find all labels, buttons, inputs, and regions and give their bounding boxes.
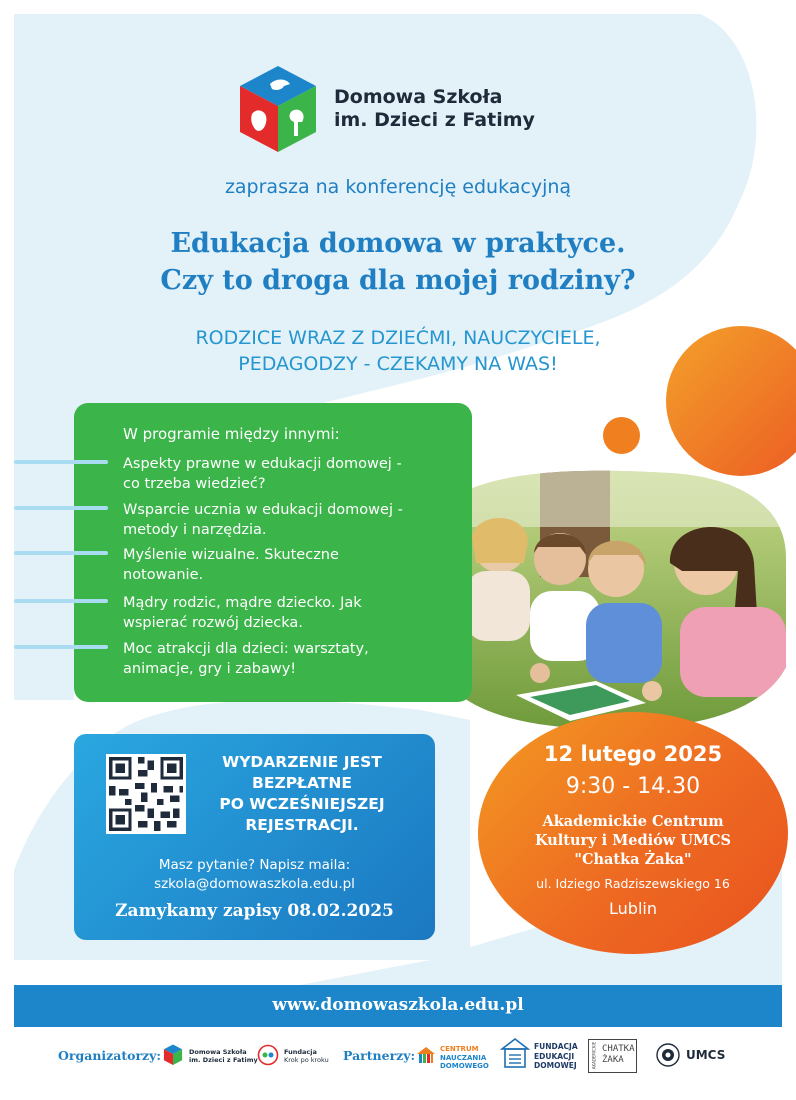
- program-item-3: [123, 545, 453, 585]
- partner1-name: [440, 1045, 489, 1071]
- chatka-line2: ŻAKA: [602, 1055, 624, 1065]
- registration-line1: WYDARZENIE JEST: [222, 753, 382, 771]
- program-item-4-line1: Mądry rodzic, mądre dziecko. Jak: [123, 595, 362, 611]
- foundation-krok-logo-icon: [257, 1044, 279, 1066]
- chatka-line1: CHATKA: [602, 1044, 635, 1054]
- partner4-name: UMCS: [686, 1048, 726, 1062]
- program-item-5: [123, 639, 453, 679]
- house-books-icon: [416, 1046, 436, 1064]
- venue-line2: Kultury i Mediów UMCS: [534, 832, 732, 849]
- event-time: 9:30 - 14.30: [565, 774, 701, 799]
- program-box: [74, 403, 472, 702]
- organizer-name-line2: im. Dzieci z Fatimy: [334, 109, 535, 131]
- org1-line2: im. Dzieci z Fatimy: [189, 1056, 258, 1064]
- organizer-name-line1: Domowa Szkoła: [334, 86, 503, 108]
- venue-line1: Akademickie Centrum: [542, 813, 724, 830]
- invite-text: zaprasza na konferencję edukacyjną: [224, 176, 572, 198]
- partner1-line2: NAUCZANIA: [440, 1053, 487, 1062]
- event-venue: [478, 812, 788, 869]
- event-city: Lublin: [609, 899, 657, 918]
- program-item-4: [123, 593, 453, 633]
- program-bullet-line: [14, 551, 108, 555]
- partner2-line3: DOMOWEJ: [534, 1061, 577, 1070]
- program-item-4-line2: wspierać rozwój dziecka.: [123, 615, 303, 631]
- venue-line3: "Chatka Żaka": [574, 851, 692, 868]
- program-bullet-line: [14, 599, 108, 603]
- partner1-line3: DOMOWEGO: [440, 1062, 489, 1070]
- partner1-line1: CENTRUM: [440, 1045, 479, 1053]
- partners-label: Partnerzy:: [343, 1048, 416, 1063]
- partner2-line2: EDUKACJI: [534, 1051, 575, 1061]
- chatka-side-text: AKADEMICKIE: [591, 1041, 597, 1070]
- audience-line2: PEDAGODZY - CZEKAMY NA WAS!: [238, 353, 558, 375]
- website-bar: [14, 985, 782, 1027]
- organizers-label: Organizatorzy:: [58, 1048, 162, 1063]
- registration-line2: BEZPŁATNE: [252, 774, 352, 792]
- org2-line1: Fundacja: [284, 1048, 317, 1056]
- title-line2: Czy to droga dla mojej rodziny?: [160, 265, 636, 296]
- chatka-text: [602, 1044, 635, 1066]
- program-item-1-line2: co trzeba wiedzieć?: [123, 476, 266, 492]
- registration-line4: REJESTRACJI.: [245, 816, 359, 834]
- org1-name: [189, 1048, 258, 1064]
- school-logo-cube-icon: [232, 64, 324, 156]
- contact-question: Masz pytanie? Napisz maila:: [158, 857, 351, 873]
- org2-name: [284, 1048, 329, 1064]
- program-heading: W programie między innymi:: [123, 425, 340, 443]
- program-bullet-line: [14, 645, 108, 649]
- partner2-name: [534, 1042, 578, 1071]
- program-bullet-line: [14, 506, 108, 510]
- program-item-2-line1: Wsparcie ucznia w edukacji domowej -: [123, 502, 403, 518]
- program-item-1-line1: Aspekty prawne w edukacji domowej -: [123, 456, 402, 472]
- website-link[interactable]: www.domowaszkola.edu.pl: [272, 995, 524, 1015]
- title-line1: Edukacja domowa w praktyce.: [170, 228, 626, 259]
- decorative-orange-circle-small: [603, 417, 640, 454]
- house-book-icon: [500, 1037, 530, 1071]
- event-date: 12 lutego 2025: [543, 742, 723, 766]
- registration-line3: PO WCZEŚNIEJSZEJ: [219, 795, 385, 813]
- school-logo-small-icon: [162, 1044, 184, 1066]
- audience-line1: RODZICE WRAZ Z DZIEĆMI, NAUCZYCIELE,: [195, 327, 601, 349]
- conference-title: [0, 225, 796, 299]
- footer-logos: [0, 1035, 796, 1085]
- program-item-3-line1: Myślenie wizualne. Skuteczne: [123, 547, 339, 563]
- qr-code-icon[interactable]: [106, 754, 186, 834]
- children-reading-photo: [420, 467, 786, 731]
- registration-free-notice: [202, 752, 402, 836]
- program-item-5-line1: Moc atrakcji dla dzieci: warsztaty,: [123, 641, 369, 657]
- program-item-2: [123, 500, 453, 540]
- event-street: ul. Idziego Radziszewskiego 16: [536, 876, 730, 891]
- program-item-5-line2: animacje, gry i zabawy!: [123, 661, 297, 677]
- program-item-2-line2: metody i narzędzia.: [123, 522, 267, 538]
- event-info-oval: [478, 712, 788, 954]
- program-item-3-line2: notowanie.: [123, 567, 204, 583]
- umcs-emblem-icon: [656, 1043, 680, 1067]
- org1-line1: Domowa Szkoła: [189, 1048, 247, 1056]
- program-bullet-line: [14, 460, 108, 464]
- contact-email-link[interactable]: szkola@domowaszkola.edu.pl: [154, 876, 355, 892]
- registration-deadline: Zamykamy zapisy 08.02.2025: [115, 901, 394, 921]
- chatka-zaka-logo: [588, 1039, 637, 1073]
- contact-info: [74, 856, 435, 894]
- org2-line2: Krok po kroku: [284, 1056, 329, 1064]
- registration-box: [74, 734, 435, 940]
- organizer-name: [334, 86, 535, 132]
- partner2-line1: FUNDACJA: [534, 1042, 578, 1051]
- header: [232, 64, 552, 156]
- program-item-1: [123, 454, 453, 494]
